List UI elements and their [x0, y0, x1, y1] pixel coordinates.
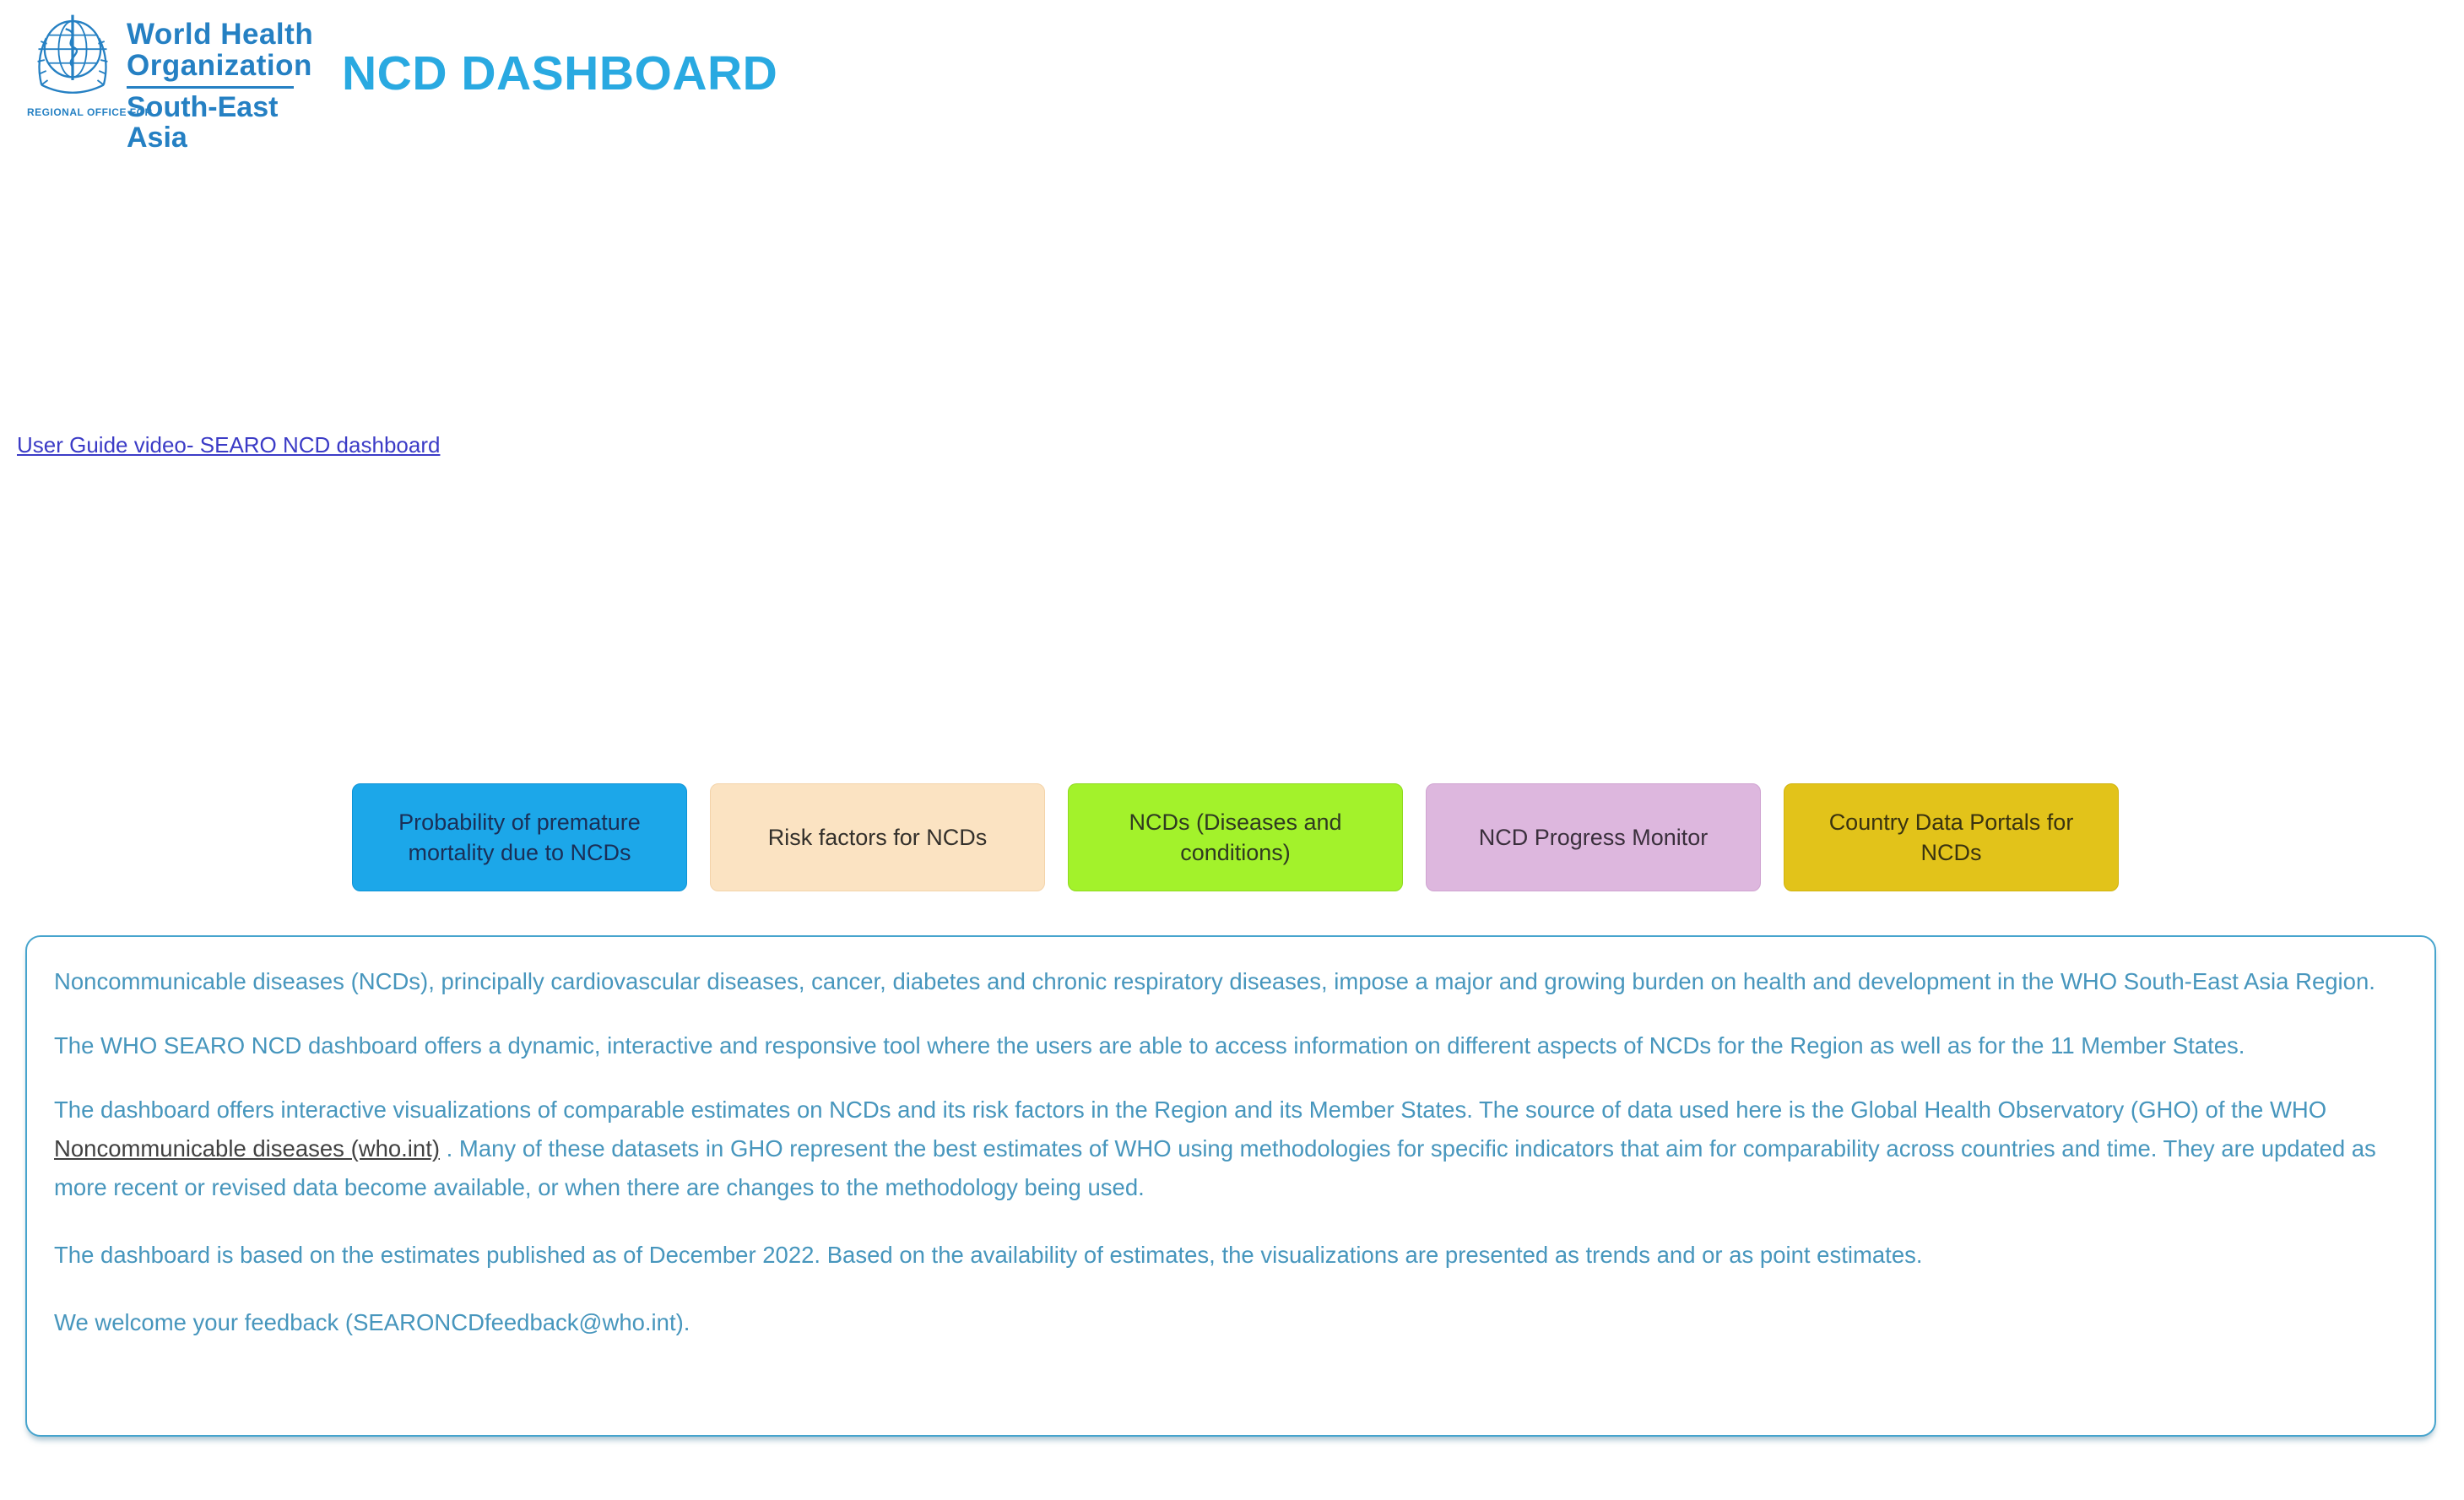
user-guide-video-link[interactable]: User Guide video- SEARO NCD dashboard: [17, 432, 441, 458]
intro-paragraph-1: Noncommunicable diseases (NCDs), principally cardiovascular diseases, cancer, diabetes and chronic respiratory diseases, impose a major and growing burden on health and development in the WHO South-East Asia Region.: [54, 968, 2375, 994]
gho-ncd-link[interactable]: Noncommunicable diseases (who.int): [54, 1135, 441, 1162]
nav-button-risk-factors[interactable]: [710, 783, 1045, 891]
intro-paragraph-3: [54, 1091, 2407, 1207]
intro-paragraph-4: The dashboard is based on the estimates published as of December 2022. Based on the availability of estimates, the visualizations are presented as trends and or as point estimates.: [54, 1242, 1923, 1268]
header: [25, 12, 778, 154]
logo-text: [127, 19, 319, 153]
nav-button-country-portals[interactable]: [1784, 783, 2119, 891]
who-logo: [25, 12, 319, 153]
logo-org-line1: World Health: [127, 18, 314, 51]
nav-button-progress-monitor[interactable]: [1426, 783, 1761, 891]
page-title: NCD DASHBOARD: [342, 46, 778, 100]
intro-paragraph-3-pre: The dashboard offers interactive visualizations of comparable estimates on NCDs and its risk factors in the Region and its Member States. The source of data used here is the Global Health Observatory (GHO) of the WHO: [54, 1097, 2327, 1123]
logo-divider: [127, 86, 294, 89]
regional-office-label: REGIONAL OFFICE FOR: [27, 106, 153, 118]
nav-button-label: NCDs (Diseases and conditions): [1129, 809, 1342, 865]
nav-button-label: Country Data Portals for NCDs: [1828, 809, 2074, 865]
who-emblem-icon: [25, 12, 120, 114]
logo-org-line2: Organization: [127, 49, 312, 82]
nav-button-label: Probability of premature mortality due to NCDs: [398, 809, 641, 865]
intro-paragraph-5: We welcome your feedback (SEARONCDfeedback@who.int).: [54, 1309, 690, 1335]
nav-button-label: Risk factors for NCDs: [767, 824, 988, 850]
nav-button-premature-mortality[interactable]: [352, 783, 687, 891]
intro-paragraph-2: The WHO SEARO NCD dashboard offers a dynamic, interactive and responsive tool where the users are able to access information on different aspects of NCDs for the Region as well as for the 11 Member States.: [54, 1032, 2245, 1059]
intro-paragraph-3-post: . Many of these datasets in GHO represent the best estimates of WHO using methodologies for specific indicators that aim for comparability across countries and time. They are updated as more recent or revised data become available, or when there are changes to the methodology being used.: [54, 1135, 2376, 1200]
nav-button-label: NCD Progress Monitor: [1478, 824, 1709, 850]
dashboard-nav: [352, 783, 2119, 891]
intro-panel: [25, 935, 2436, 1437]
logo-region-label: South-East Asia: [127, 91, 279, 154]
nav-button-ncd-diseases[interactable]: [1068, 783, 1403, 891]
